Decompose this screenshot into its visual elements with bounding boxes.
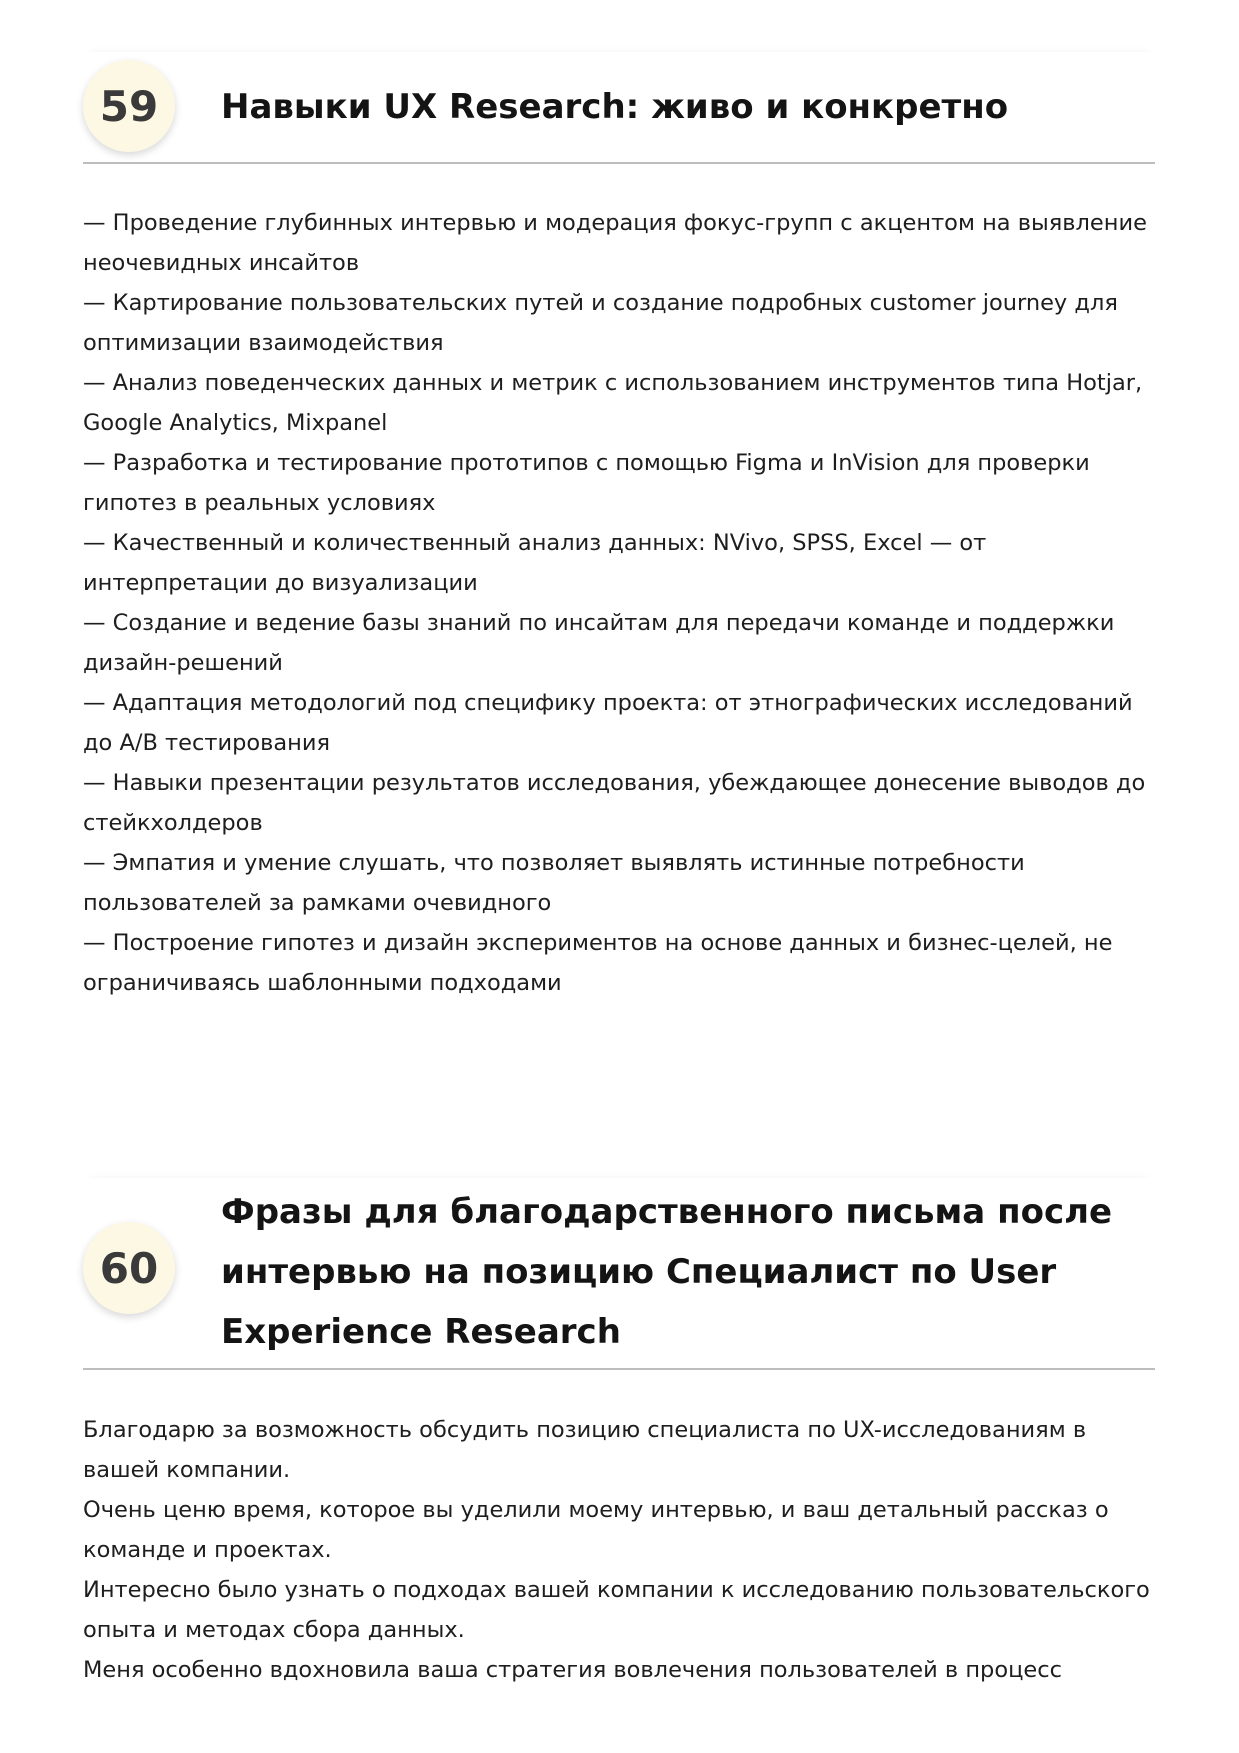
list-item: — Качественный и количественный анализ данных: NVivo, SPSS, Excel — от интерпретации до визуализации (83, 530, 987, 596)
phrase-item: Меня особенно вдохновила ваша стратегия вовлечения пользователей в процесс (83, 1657, 1062, 1683)
list-item: — Картирование пользовательских путей и создание подробных customer journey для оптимизации взаимодействия (83, 290, 1118, 356)
thank-you-phrases (83, 1410, 1158, 1690)
list-item: — Создание и ведение базы знаний по инсайтам для передачи команде и поддержки дизайн-решений (83, 610, 1115, 676)
list-item: — Адаптация методологий под специфику проекта: от этнографических исследований до A/B тестирования (83, 690, 1133, 756)
skills-list (83, 203, 1158, 1003)
section-title: Навыки UX Research: живо и конкретно (221, 87, 1009, 127)
list-item: — Построение гипотез и дизайн экспериментов на основе данных и бизнес-целей, не ограничиваясь шаблонными подходами (83, 930, 1113, 996)
list-item: — Эмпатия и умение слушать, что позволяет выявлять истинные потребности пользователей за рамками очевидного (83, 850, 1025, 916)
phrase-item: Благодарю за возможность обсудить позицию специалиста по UX-исследованиям в вашей компании. (83, 1417, 1087, 1483)
phrase-item: Интересно было узнать о подходах вашей компании к исследованию пользовательского опыта и методах сбора данных. (83, 1577, 1150, 1643)
section-title: Фразы для благодарственного письма после интервью на позицию Специалист по User Experience Research (221, 1192, 1113, 1352)
section-number-badge: 59 (83, 60, 175, 152)
section-number-badge: 60 (83, 1222, 175, 1314)
list-item: — Разработка и тестирование прототипов с помощью Figma и InVision для проверки гипотез в реальных условиях (83, 450, 1090, 516)
list-item: — Проведение глубинных интервью и модерация фокус-групп с акцентом на выявление неочевидных инсайтов (83, 210, 1147, 276)
list-item: — Анализ поведенческих данных и метрик с использованием инструментов типа Hotjar, Google Analytics, Mixpanel (83, 370, 1143, 436)
section-60-header (83, 1178, 1155, 1370)
list-item: — Навыки презентации результатов исследования, убеждающее донесение выводов до стейкхолдеров (83, 770, 1146, 836)
phrase-item: Очень ценю время, которое вы уделили моему интервью, и ваш детальный рассказ о команде и проектах. (83, 1497, 1109, 1563)
section-59-header (83, 52, 1155, 164)
